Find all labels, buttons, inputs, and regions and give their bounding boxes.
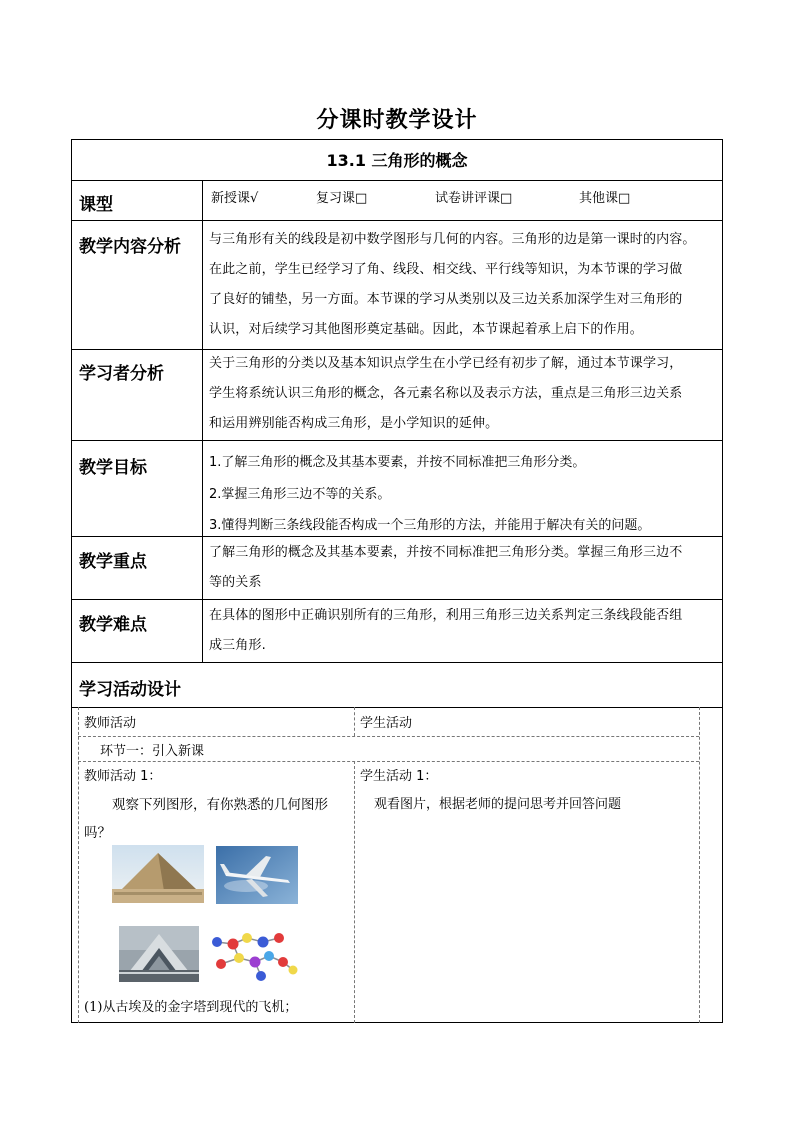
page-title: 分课时教学设计 xyxy=(316,108,478,133)
text-line: 在此之前，学生已经学习了角、线段、相交线、平行线等知识，为本节课的学习做 xyxy=(209,262,683,277)
course-type-option-other: 其他课□ xyxy=(579,191,631,206)
text-line: 了良好的铺垫，另一方面。本节课的学习从类别以及三边关系加深学生对三角形的 xyxy=(209,292,683,307)
objective-item: 2.掌握三角形三边不等的关系。 xyxy=(209,487,391,502)
text-line: 学生将系统认识三角形的概念，各元素名称以及表示方法，重点是三角形三边关系 xyxy=(209,386,683,401)
course-type-option-exam: 试卷讲评课□ xyxy=(435,191,513,206)
text-line: 了解三角形的概念及其基本要素，并按不同标准把三角形分类。掌握三角形三边不 xyxy=(209,545,683,560)
column-divider xyxy=(202,180,203,662)
pyramid-image xyxy=(112,845,204,903)
dashed-divider xyxy=(78,761,699,762)
difficulties-text xyxy=(209,601,717,661)
text-line: 关于三角形的分类以及基本知识点学生在小学已经有初步了解，通过本节课学习， xyxy=(209,356,683,371)
table-divider xyxy=(71,220,723,221)
dashed-divider xyxy=(699,707,700,1023)
pyramid-graphic xyxy=(112,845,204,903)
text-line: 和运用辨别能否构成三角形，是小学知识的延伸。 xyxy=(209,416,499,431)
student-activity-title: 学生活动 1： xyxy=(360,769,438,784)
molecule-model-image xyxy=(207,928,299,984)
table-divider xyxy=(71,662,723,663)
teacher-activity-caption: (1)从古埃及的金字塔到现代的飞机； xyxy=(84,1000,298,1015)
course-type-option-new: 新授课√ xyxy=(211,191,259,206)
table-divider xyxy=(71,536,723,537)
objective-item: 1.了解三角形的概念及其基本要素，并按不同标准把三角形分类。 xyxy=(209,455,586,470)
teacher-activity-question: 观察下列图形，有你熟悉的几何图形 xyxy=(112,797,328,813)
objective-item: 3.懂得判断三条线段能否构成一个三角形的方法，并能用于解决有关的问题。 xyxy=(209,518,651,533)
course-type-label: 课型 xyxy=(79,195,113,215)
teacher-activity-header: 教师活动 xyxy=(84,716,137,731)
content-analysis-text xyxy=(209,225,717,345)
student-activity-header: 学生活动 xyxy=(360,716,413,731)
building-graphic xyxy=(119,926,199,982)
text-line: 等的关系 xyxy=(209,575,262,590)
table-divider xyxy=(71,440,723,441)
key-points-label: 教学重点 xyxy=(79,552,147,572)
table-divider xyxy=(71,707,723,708)
student-activity-text: 观看图片，根据老师的提问思考并回答问题 xyxy=(374,797,622,812)
text-line: 与三角形有关的线段是初中数学图形与几何的内容。三角形的边是第一课时的内容。 xyxy=(209,232,696,247)
section-title: 环节一：引入新课 xyxy=(100,744,205,759)
content-analysis-label: 教学内容分析 xyxy=(79,237,181,257)
learner-analysis-text xyxy=(209,349,717,439)
text-line: 成三角形. xyxy=(209,638,266,653)
dashed-divider xyxy=(354,761,355,1023)
dashed-divider xyxy=(78,736,699,737)
learner-analysis-label: 学习者分析 xyxy=(79,364,164,384)
course-type-option-review: 复习课□ xyxy=(316,191,368,206)
key-points-text xyxy=(209,538,717,598)
activities-heading: 学习活动设计 xyxy=(79,680,181,700)
triangular-building-image xyxy=(119,926,199,982)
lesson-title: 13.1 三角形的概念 xyxy=(326,151,468,170)
airplane-image xyxy=(216,846,298,904)
difficulties-label: 教学难点 xyxy=(79,615,147,635)
molecule-graphic xyxy=(207,928,299,984)
dashed-divider xyxy=(78,707,79,1023)
table-divider xyxy=(71,180,723,181)
airplane-graphic xyxy=(216,846,298,904)
teacher-activity-title: 教师活动 1： xyxy=(84,769,162,784)
text-line: 在具体的图形中正确识别所有的三角形，利用三角形三边关系判定三条线段能否组 xyxy=(209,608,683,623)
objectives-label: 教学目标 xyxy=(79,458,147,478)
table-divider xyxy=(71,599,723,600)
dashed-divider xyxy=(354,707,355,736)
text-line: 认识，对后续学习其他图形奠定基础。因此，本节课起着承上启下的作用。 xyxy=(209,322,643,337)
teacher-activity-question: 吗？ xyxy=(84,825,111,841)
